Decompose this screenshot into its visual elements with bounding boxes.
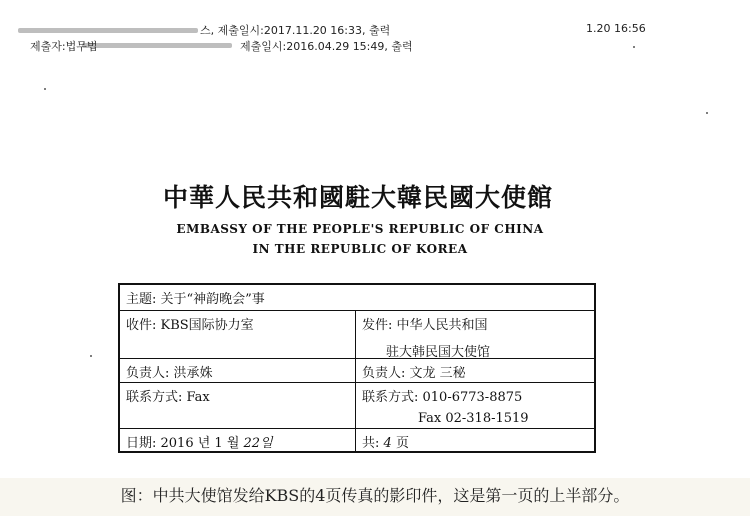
recipient-contact-cell: 联系方式: Fax xyxy=(120,383,356,428)
sender-contact-line1: 联系方式: 010-6773-8875 xyxy=(362,390,523,405)
redaction-smudge xyxy=(82,43,232,48)
date-label: 日期: 2016 년 1 월 xyxy=(126,436,240,451)
form-row-subject xyxy=(120,285,594,311)
redaction-smudge xyxy=(18,28,198,33)
embassy-name-english-line2: IN THE REPUBLIC OF KOREA xyxy=(252,242,468,256)
pages-unit: 页 xyxy=(395,436,409,451)
fax-header-line1: 스, 제출일시:2017.11.20 16:33, 출력 xyxy=(200,24,391,37)
sender-line1: 发件: 中华人民共和国 xyxy=(362,318,488,333)
embassy-name-chinese: 中華人民共和國駐大韓民國大使館 xyxy=(162,183,553,212)
sender-line2: 驻大韩民国大使馆 xyxy=(386,345,491,360)
embassy-name-english-line1: EMBASSY OF THE PEOPLE'S REPUBLIC OF CHINA xyxy=(176,222,544,236)
form-row-date xyxy=(120,429,594,451)
form-row-contact xyxy=(120,383,594,429)
pages-label: 共: xyxy=(362,436,380,451)
scan-speck xyxy=(90,355,92,357)
scan-speck xyxy=(44,88,46,90)
sender-contact-line2: Fax 02-318-1519 xyxy=(418,411,529,426)
fax-cover-form xyxy=(118,283,596,453)
sender-cell xyxy=(356,311,594,358)
fax-header-line2-time: 제출일시:2016.04.29 15:49, 출력 xyxy=(240,40,413,53)
date-day-handwritten: 22일 xyxy=(243,436,273,451)
recipient-text: 收件: KBS国际协力室 xyxy=(126,318,254,333)
date-cell xyxy=(120,429,356,451)
recipient-person-cell: 负责人: 洪承姝 xyxy=(120,359,356,382)
form-row-persons xyxy=(120,359,594,383)
form-row-parties xyxy=(120,311,594,359)
pages-count-handwritten: 4 xyxy=(383,436,392,451)
sender-contact-cell xyxy=(356,383,594,428)
sender-person-cell: 负责人: 文龙 三秘 xyxy=(362,366,466,381)
fax-header-line2: 제출자:법무법 xyxy=(30,40,98,53)
fax-header-right-time: 1.20 16:56 xyxy=(586,22,646,35)
scan-speck xyxy=(633,46,635,48)
scan-speck xyxy=(706,112,708,114)
image-caption: 图：中共大使馆发给KBS的4页传真的影印件，这是第一页的上半部分。 xyxy=(0,478,750,516)
subject-cell: 主题: 关于“神韵晚会”事 xyxy=(126,292,265,307)
recipient-cell xyxy=(120,311,356,358)
pages-cell xyxy=(356,429,594,451)
